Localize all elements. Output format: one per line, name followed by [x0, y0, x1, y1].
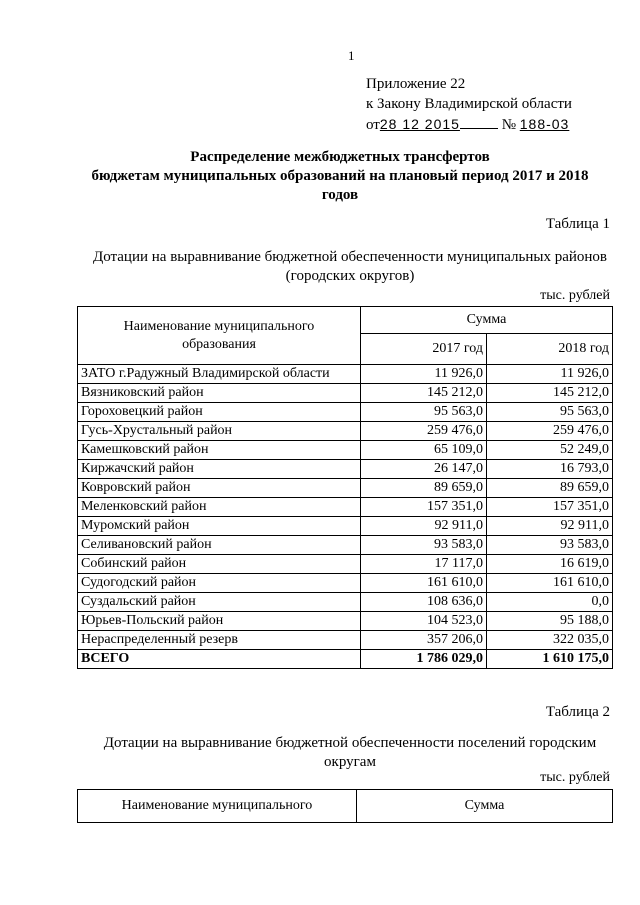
- row-value-2018: 161 610,0: [487, 574, 613, 593]
- table1-heading: [80, 248, 620, 286]
- row-value-2017: 259 476,0: [361, 422, 487, 441]
- col-header-name-line2: образования: [182, 336, 256, 352]
- row-name: Киржачский район: [78, 460, 361, 479]
- row-value-2018: 0,0: [487, 593, 613, 612]
- row-value-2018: 145 212,0: [487, 384, 613, 403]
- total-2017: 1 786 029,0: [361, 650, 487, 669]
- row-name: Гороховецкий район: [78, 403, 361, 422]
- table2-col-header-sum: Сумма: [357, 790, 613, 823]
- row-name: Муромский район: [78, 517, 361, 536]
- row-name: Собинский район: [78, 555, 361, 574]
- title-line2: бюджетам муниципальных образований на плановый период 2017 и 2018: [91, 168, 589, 184]
- table-row: [78, 403, 613, 422]
- total-label: ВСЕГО: [78, 650, 361, 669]
- table1-heading-line1: Дотации на выравнивание бюджетной обеспеченности муниципальных районов: [93, 249, 607, 265]
- table2-heading-line1: Дотации на выравнивание бюджетной обеспеченности поселений городским: [103, 735, 597, 751]
- table-row: [78, 631, 613, 650]
- appendix-number: 188-03: [519, 116, 570, 132]
- row-value-2017: 17 117,0: [361, 555, 487, 574]
- row-name: Камешковский район: [78, 441, 361, 460]
- col-header-name-line1: Наименование муниципального: [123, 318, 315, 334]
- table1-body: [78, 365, 613, 669]
- row-value-2018: 11 926,0: [487, 365, 613, 384]
- appendix-number-label: №: [501, 117, 516, 133]
- row-value-2018: 52 249,0: [487, 441, 613, 460]
- row-value-2017: 145 212,0: [361, 384, 487, 403]
- table1-label: Таблица 1: [545, 216, 610, 232]
- row-value-2018: 16 619,0: [487, 555, 613, 574]
- row-value-2018: 95 188,0: [487, 612, 613, 631]
- col-header-2018: 2018 год: [487, 334, 613, 365]
- total-2018: 1 610 175,0: [487, 650, 613, 669]
- table-row: [78, 441, 613, 460]
- table-row: [78, 365, 613, 384]
- table1-unit: тыс. рублей: [540, 288, 610, 303]
- table-row: [78, 555, 613, 574]
- row-value-2018: 89 659,0: [487, 479, 613, 498]
- row-value-2018: 16 793,0: [487, 460, 613, 479]
- row-name: Суздальский район: [78, 593, 361, 612]
- row-value-2017: 89 659,0: [361, 479, 487, 498]
- table-row: [78, 460, 613, 479]
- row-name: Селивановский район: [78, 536, 361, 555]
- table-row: [78, 517, 613, 536]
- page-number: 1: [348, 48, 355, 63]
- row-name: Меленковский район: [78, 498, 361, 517]
- row-value-2018: 157 351,0: [487, 498, 613, 517]
- row-value-2018: 259 476,0: [487, 422, 613, 441]
- table1: [77, 306, 613, 669]
- row-name: Ковровский район: [78, 479, 361, 498]
- row-value-2017: 65 109,0: [361, 441, 487, 460]
- appendix-from-label: от: [366, 117, 380, 133]
- table2-heading-line2: округам: [324, 754, 376, 770]
- row-value-2017: 108 636,0: [361, 593, 487, 612]
- row-name: Юрьев-Польский район: [78, 612, 361, 631]
- row-value-2018: 95 563,0: [487, 403, 613, 422]
- appendix-underline: [460, 116, 498, 129]
- document-title: [70, 148, 610, 205]
- row-value-2017: 11 926,0: [361, 365, 487, 384]
- appendix-line2: к Закону Владимирской области: [366, 96, 572, 112]
- table-row: [78, 384, 613, 403]
- table1-heading-line2: (городских округов): [285, 268, 415, 284]
- row-name: Гусь-Хрустальный район: [78, 422, 361, 441]
- appendix-line1: Приложение 22: [366, 76, 466, 92]
- row-value-2017: 26 147,0: [361, 460, 487, 479]
- row-value-2017: 92 911,0: [361, 517, 487, 536]
- col-header-name: [78, 307, 361, 365]
- table2-col-header-name: Наименование муниципального: [78, 790, 357, 823]
- row-value-2018: 322 035,0: [487, 631, 613, 650]
- row-name: Нераспределенный резерв: [78, 631, 361, 650]
- col-header-sum: Сумма: [361, 307, 613, 334]
- total-row: [78, 650, 613, 669]
- appendix-header: [366, 74, 572, 135]
- row-value-2017: 93 583,0: [361, 536, 487, 555]
- title-line1: Распределение межбюджетных трансфертов: [190, 149, 490, 165]
- appendix-date: 28 12 2015: [379, 116, 460, 132]
- table-row: [78, 574, 613, 593]
- row-name: Вязниковский район: [78, 384, 361, 403]
- row-value-2018: 92 911,0: [487, 517, 613, 536]
- row-value-2018: 93 583,0: [487, 536, 613, 555]
- table-row: [78, 498, 613, 517]
- table2-label: Таблица 2: [545, 704, 610, 720]
- row-value-2017: 95 563,0: [361, 403, 487, 422]
- row-value-2017: 104 523,0: [361, 612, 487, 631]
- table2-unit: тыс. рублей: [540, 770, 610, 785]
- appendix-line3: [366, 114, 572, 135]
- table-row: [78, 612, 613, 631]
- table-row: [78, 593, 613, 612]
- row-name: Судогодский район: [78, 574, 361, 593]
- row-value-2017: 157 351,0: [361, 498, 487, 517]
- table2-heading: [80, 734, 620, 772]
- row-name: ЗАТО г.Радужный Владимирской области: [78, 365, 361, 384]
- table2: [77, 789, 613, 823]
- table-row: [78, 536, 613, 555]
- table-row: [78, 479, 613, 498]
- table-row: [78, 422, 613, 441]
- row-value-2017: 161 610,0: [361, 574, 487, 593]
- title-line3: годов: [321, 187, 359, 203]
- col-header-2017: 2017 год: [361, 334, 487, 365]
- row-value-2017: 357 206,0: [361, 631, 487, 650]
